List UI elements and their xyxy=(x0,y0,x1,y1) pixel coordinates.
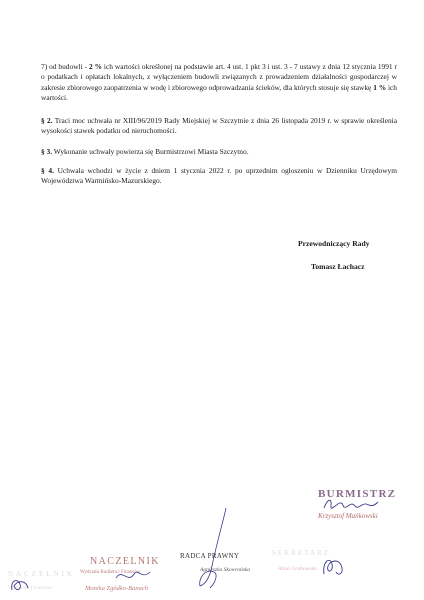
section-text: Uchwała wchodzi w życie z dniem 1 stycznia 2022 r. po uprzednim ogłoszeniu w Dzienniku Urzędowym Województwa Warmińsko-Mazurskiego. xyxy=(41,166,397,186)
radca-stamp: RADCA PRAWNY xyxy=(180,552,240,560)
left-signature xyxy=(8,574,32,596)
naczelnik-signature xyxy=(114,566,154,586)
paragraph-section-3 xyxy=(41,147,397,157)
paragraph-section-2 xyxy=(41,116,397,137)
naczelnik-stamp: NACZELNIK xyxy=(90,556,160,567)
section-text: Wykonanie uchwały powierza się Burmistrzowi Miasta Szczytno. xyxy=(52,147,249,156)
section-label: § 3. xyxy=(41,147,53,156)
radca-stamp-name: Agnieszka Skowrońska xyxy=(200,567,251,573)
faded-stamp-right: SEKRETARZ xyxy=(272,549,330,557)
paragraph-text: 7) od budowli - xyxy=(41,62,89,71)
burmistrz-signature xyxy=(322,494,382,516)
section-label: § 2. xyxy=(41,116,53,125)
chair-title: Przewodniczący Rady xyxy=(298,239,370,248)
paragraph-text: ich wartości. xyxy=(41,82,398,102)
paragraph-item-7 xyxy=(41,62,397,103)
naczelnik-stamp-name: Monika Zgódko-Banach xyxy=(85,585,149,592)
paragraph-text: ich wartości określonej na podstawie art. 4 ust. 1 pkt 3 i ust. 3 - 7 ustawy z dnia 12 stycznia 1991 r o podatkach i opłatach lokalnych, z wyłączeniem budowli związanych z prowadzeniem działalności gospodarczej w zakresie zbiorowego zaopatrzenia w wodę i zbiorowego odprowadzania ścieków, dla których stosuje się stawkę xyxy=(41,62,398,92)
burmistrz-stamp: BURMISTRZ xyxy=(318,488,397,500)
paragraph-section-4 xyxy=(41,166,397,187)
chair-name: Tomasz Łachacz xyxy=(311,262,365,271)
faded-stamp-right-name: Alina Grabowska xyxy=(278,566,317,572)
faded-stamp-left: NACZELNIK xyxy=(8,570,76,578)
section-text: Traci moc uchwała nr XIII/96/2019 Rady Miejskiej w Szczytnie z dnia 26 listopada 2019 r. w sprawie określenia wysokości stawek podatku od nieruchomości. xyxy=(41,116,397,136)
tax-rate: 1 % xyxy=(373,82,387,92)
naczelnik-stamp-dept: Wydziału Budżetu i Finansów xyxy=(80,570,141,575)
faded-stamp-left-sub: Wydziału Finansów xyxy=(8,585,52,591)
burmistrz-stamp-name: Krzysztof Mańkowski xyxy=(318,512,378,520)
radca-signature xyxy=(196,506,236,590)
tax-rate: 2 % xyxy=(88,62,102,71)
section-label: § 4. xyxy=(41,166,54,175)
right-signature xyxy=(318,552,348,580)
